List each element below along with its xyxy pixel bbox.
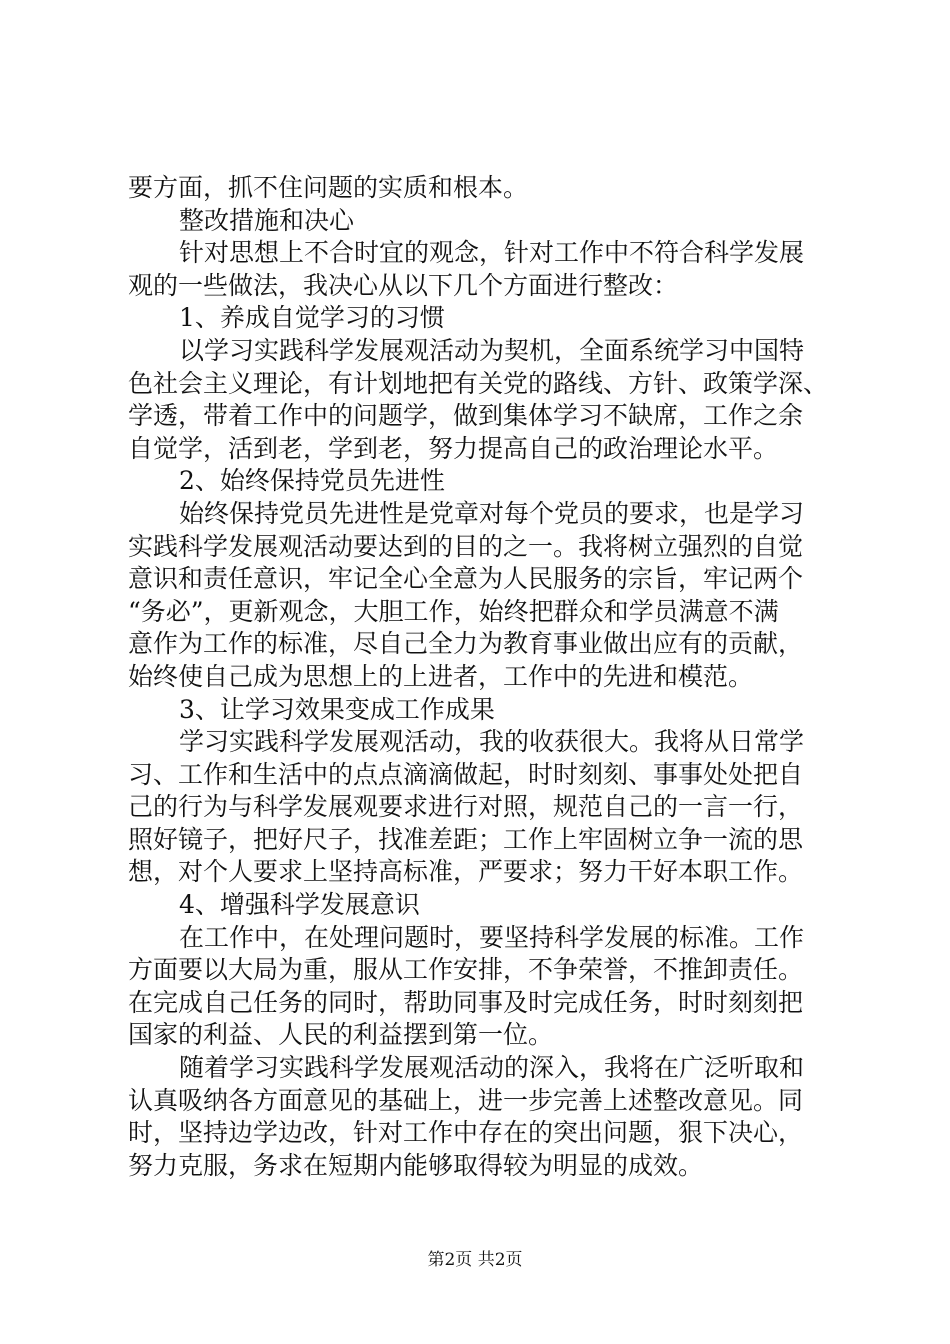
text-line: 习、工作和生活中的点点滴滴做起，时时刻刻、事事处处把自 xyxy=(128,759,804,789)
text-line: 己的行为与科学发展观要求进行对照，规范自己的一言一行， xyxy=(128,792,804,822)
page-number-footer: 第2页 共2页 xyxy=(427,1250,523,1270)
text-line: 学透，带着工作中的问题学，做到集体学习不缺席，工作之余 xyxy=(128,401,804,431)
subsection-heading: 3、让学习效果变成工作成果 xyxy=(179,694,495,724)
text-line: 要方面，抓不住问题的实质和根本。 xyxy=(128,173,529,202)
text-line: 实践科学发展观活动要达到的目的之一。我将树立强烈的自觉 xyxy=(128,531,804,561)
text-line: 观的一些做法，我决心从以下几个方面进行整改： xyxy=(128,270,679,300)
subsection-heading: 4、增强科学发展意识 xyxy=(179,890,420,920)
text-line: 随着学习实践科学发展观活动的深入，我将在广泛听取和 xyxy=(179,1053,805,1083)
text-line: 认真吸纳各方面意见的基础上，进一步完善上述整改意见。同 xyxy=(128,1085,804,1115)
text-line: 在工作中，在处理问题时，要坚持科学发展的标准。工作 xyxy=(179,922,805,952)
text-line: 自觉学，活到老，学到老，努力提高自己的政治理论水平。 xyxy=(128,433,779,463)
text-line: 针对思想上不合时宜的观念，针对工作中不符合科学发展 xyxy=(179,238,805,268)
text-line: 国家的利益、人民的利益摆到第一位。 xyxy=(128,1020,554,1050)
section-heading: 整改措施和决心 xyxy=(179,205,355,235)
text-line: “务必”，更新观念，大胆工作，始终把群众和学员满意不满 xyxy=(128,596,779,626)
text-line: 色社会主义理论，有计划地把有关党的路线、方针、政策学深、 xyxy=(128,368,829,398)
text-line: 意识和责任意识，牢记全心全意为人民服务的宗旨，牢记两个 xyxy=(128,564,804,594)
text-line: 意作为工作的标准，尽自己全力为教育事业做出应有的贡献， xyxy=(128,629,804,659)
subsection-heading: 1、养成自觉学习的习惯 xyxy=(179,303,445,333)
text-line: 学习实践科学发展观活动，我的收获很大。我将从日常学 xyxy=(179,727,805,757)
document-body xyxy=(128,172,838,1182)
text-line: 始终保持党员先进性是党章对每个党员的要求，也是学习 xyxy=(179,498,805,528)
text-line: 照好镜子，把好尺子，找准差距；工作上牢固树立争一流的思 xyxy=(128,824,804,854)
text-line: 方面要以大局为重，服从工作安排，不争荣誉，不推卸责任。 xyxy=(128,955,804,985)
text-line: 时，坚持边学边改，针对工作中存在的突出问题，狠下决心， xyxy=(128,1118,804,1148)
text-line: 想，对个人要求上坚持高标准，严要求；努力干好本职工作。 xyxy=(128,857,804,887)
text-line: 始终使自己成为思想上的上进者，工作中的先进和模范。 xyxy=(128,661,754,691)
subsection-heading: 2、始终保持党员先进性 xyxy=(179,466,445,496)
text-line: 以学习实践科学发展观活动为契机，全面系统学习中国特 xyxy=(179,335,805,365)
text-line: 努力克服，务求在短期内能够取得较为明显的成效。 xyxy=(128,1150,704,1180)
text-line: 在完成自己任务的同时，帮助同事及时完成任务，时时刻刻把 xyxy=(128,987,804,1017)
